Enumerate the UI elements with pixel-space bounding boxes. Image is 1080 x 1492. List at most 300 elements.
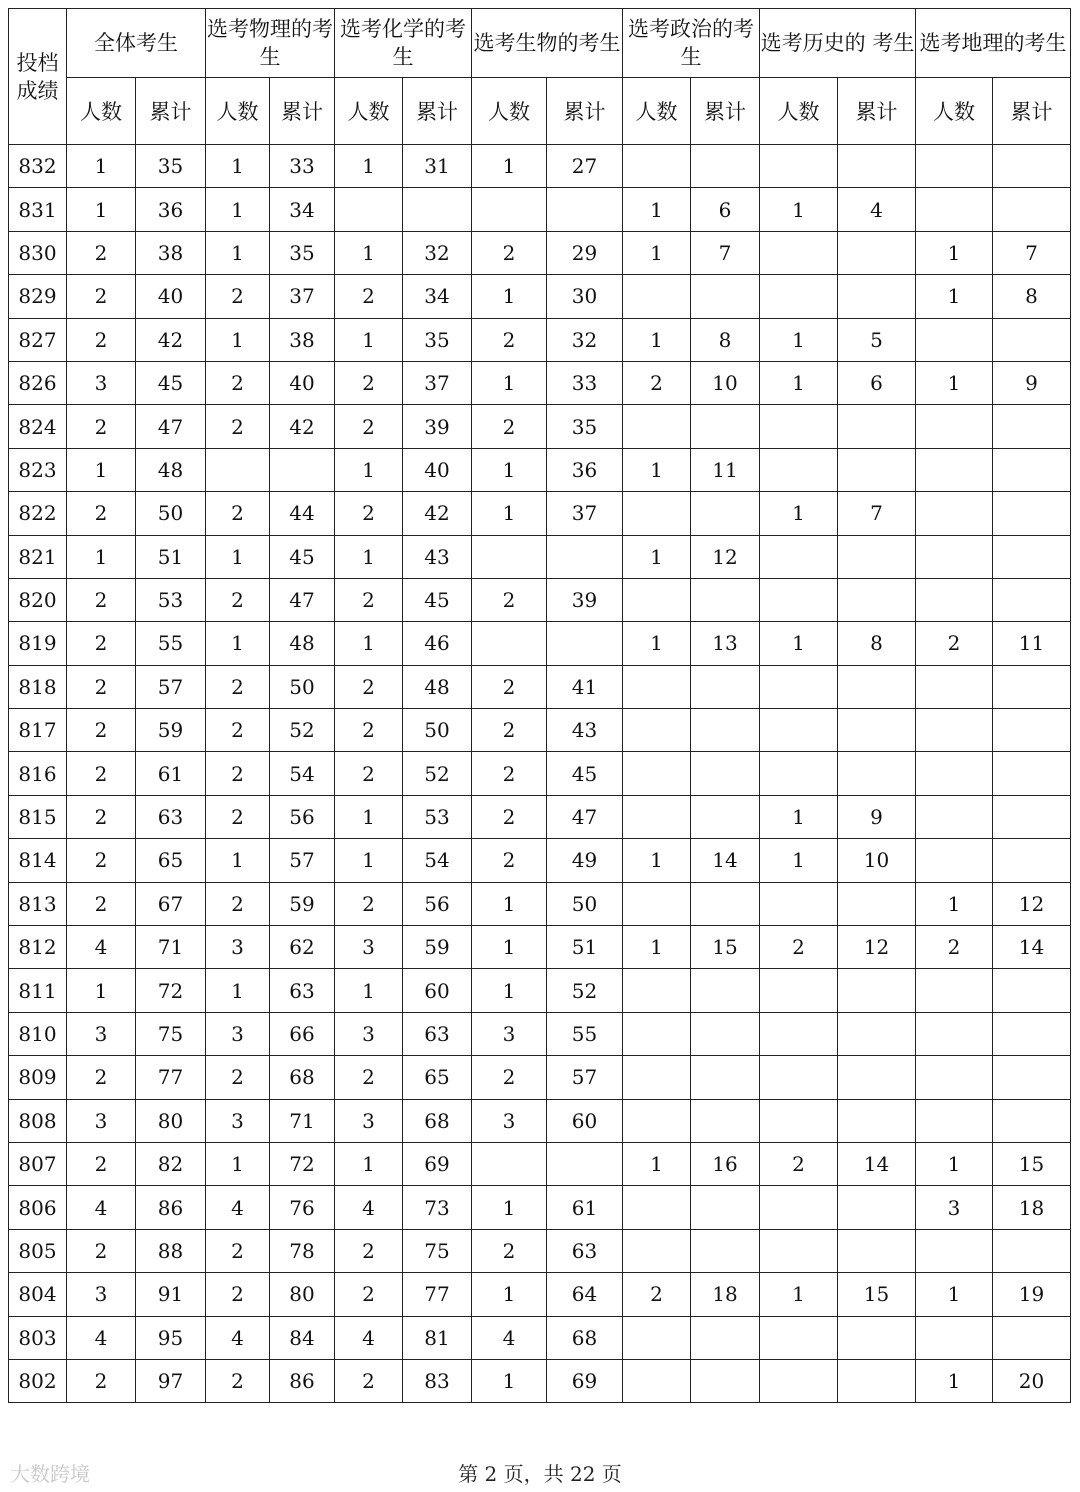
cell-score: 811 xyxy=(9,969,67,1012)
cell-all-cumulative: 67 xyxy=(136,882,206,925)
cell-physics-cumulative: 86 xyxy=(270,1359,335,1402)
cell-politics-count xyxy=(623,578,691,621)
cell-physics-count: 2 xyxy=(206,492,270,535)
cell-biology-count: 4 xyxy=(472,1316,547,1359)
cell-politics-cumulative: 14 xyxy=(691,839,760,882)
cell-politics-count xyxy=(623,1099,691,1142)
table-row xyxy=(9,578,1071,621)
cell-all-count: 2 xyxy=(67,405,136,448)
cell-physics-cumulative: 33 xyxy=(270,145,335,188)
cell-all-count: 2 xyxy=(67,839,136,882)
cell-chemistry-count: 2 xyxy=(335,1273,403,1316)
cell-chemistry-cumulative: 77 xyxy=(403,1273,472,1316)
cell-chemistry-count: 1 xyxy=(335,969,403,1012)
cell-geography-count: 1 xyxy=(916,1273,993,1316)
cell-all-count: 2 xyxy=(67,882,136,925)
cell-physics-cumulative: 35 xyxy=(270,231,335,274)
cell-score: 830 xyxy=(9,231,67,274)
cell-politics-count xyxy=(623,145,691,188)
cell-biology-cumulative xyxy=(547,622,623,665)
cell-chemistry-cumulative: 40 xyxy=(403,448,472,491)
cell-chemistry-count: 3 xyxy=(335,1012,403,1055)
cell-history-count xyxy=(760,1359,838,1402)
cell-biology-cumulative: 51 xyxy=(547,926,623,969)
cell-politics-cumulative xyxy=(691,1229,760,1272)
cell-chemistry-cumulative: 53 xyxy=(403,795,472,838)
cell-all-count: 2 xyxy=(67,709,136,752)
cell-politics-cumulative xyxy=(691,578,760,621)
group-header-all: 全体考生 xyxy=(67,9,206,78)
cell-history-count xyxy=(760,1186,838,1229)
cell-chemistry-count: 2 xyxy=(335,709,403,752)
group-header-politics: 选考政治的考生 xyxy=(623,9,760,78)
cell-score: 823 xyxy=(9,448,67,491)
cell-physics-cumulative: 34 xyxy=(270,188,335,231)
cell-geography-cumulative: 9 xyxy=(993,361,1071,404)
cell-all-cumulative: 71 xyxy=(136,926,206,969)
cell-biology-count xyxy=(472,188,547,231)
cell-biology-count: 1 xyxy=(472,969,547,1012)
cell-chemistry-count: 1 xyxy=(335,318,403,361)
cell-chemistry-count: 1 xyxy=(335,622,403,665)
cell-chemistry-count: 1 xyxy=(335,448,403,491)
cell-politics-count xyxy=(623,492,691,535)
cell-biology-count: 1 xyxy=(472,1273,547,1316)
cell-score: 815 xyxy=(9,795,67,838)
cell-all-count: 3 xyxy=(67,361,136,404)
cell-history-cumulative: 10 xyxy=(838,839,916,882)
cell-score: 816 xyxy=(9,752,67,795)
cell-history-count: 2 xyxy=(760,926,838,969)
cell-politics-count: 1 xyxy=(623,1142,691,1185)
cell-politics-cumulative xyxy=(691,1359,760,1402)
cell-history-cumulative xyxy=(838,665,916,708)
table-row xyxy=(9,882,1071,925)
cell-all-cumulative: 36 xyxy=(136,188,206,231)
cell-all-count: 2 xyxy=(67,622,136,665)
table-row xyxy=(9,1142,1071,1185)
cell-politics-count xyxy=(623,1056,691,1099)
cell-chemistry-cumulative: 32 xyxy=(403,231,472,274)
cell-politics-count: 1 xyxy=(623,231,691,274)
cell-history-count xyxy=(760,405,838,448)
cell-geography-count xyxy=(916,492,993,535)
cell-history-cumulative xyxy=(838,969,916,1012)
cell-chemistry-count: 2 xyxy=(335,275,403,318)
cell-biology-cumulative: 43 xyxy=(547,709,623,752)
cell-history-count: 1 xyxy=(760,188,838,231)
cell-physics-count: 1 xyxy=(206,318,270,361)
cell-physics-cumulative: 76 xyxy=(270,1186,335,1229)
cell-physics-cumulative: 45 xyxy=(270,535,335,578)
cell-history-cumulative xyxy=(838,145,916,188)
cell-geography-count xyxy=(916,839,993,882)
cell-history-count xyxy=(760,1012,838,1055)
table-row xyxy=(9,1186,1071,1229)
cell-all-cumulative: 95 xyxy=(136,1316,206,1359)
sub-header-cumulative: 累计 xyxy=(136,78,206,145)
table-row xyxy=(9,1316,1071,1359)
cell-politics-cumulative: 11 xyxy=(691,448,760,491)
table-row xyxy=(9,275,1071,318)
cell-biology-cumulative: 41 xyxy=(547,665,623,708)
cell-chemistry-cumulative: 39 xyxy=(403,405,472,448)
cell-history-cumulative xyxy=(838,752,916,795)
cell-biology-cumulative: 39 xyxy=(547,578,623,621)
cell-history-cumulative xyxy=(838,709,916,752)
cell-geography-count: 3 xyxy=(916,1186,993,1229)
cell-score: 814 xyxy=(9,839,67,882)
cell-history-count: 1 xyxy=(760,492,838,535)
table-row xyxy=(9,231,1071,274)
cell-politics-count xyxy=(623,665,691,708)
cell-geography-count xyxy=(916,1056,993,1099)
cell-all-cumulative: 61 xyxy=(136,752,206,795)
cell-physics-cumulative: 52 xyxy=(270,709,335,752)
cell-all-cumulative: 51 xyxy=(136,535,206,578)
cell-chemistry-cumulative: 50 xyxy=(403,709,472,752)
cell-physics-count: 3 xyxy=(206,1099,270,1142)
table-row xyxy=(9,1273,1071,1316)
cell-score: 807 xyxy=(9,1142,67,1185)
cell-chemistry-cumulative: 83 xyxy=(403,1359,472,1402)
cell-all-count: 1 xyxy=(67,188,136,231)
table-row xyxy=(9,665,1071,708)
table-row xyxy=(9,492,1071,535)
cell-all-cumulative: 75 xyxy=(136,1012,206,1055)
cell-history-count xyxy=(760,448,838,491)
cell-geography-cumulative: 19 xyxy=(993,1273,1071,1316)
table-row xyxy=(9,839,1071,882)
cell-biology-cumulative xyxy=(547,188,623,231)
cell-history-cumulative: 14 xyxy=(838,1142,916,1185)
cell-chemistry-cumulative: 31 xyxy=(403,145,472,188)
cell-history-cumulative: 5 xyxy=(838,318,916,361)
sub-header-cumulative: 累计 xyxy=(838,78,916,145)
table-row xyxy=(9,1359,1071,1402)
cell-physics-count xyxy=(206,448,270,491)
cell-biology-count: 1 xyxy=(472,145,547,188)
cell-history-cumulative: 12 xyxy=(838,926,916,969)
cell-chemistry-count: 2 xyxy=(335,1229,403,1272)
cell-physics-cumulative: 38 xyxy=(270,318,335,361)
cell-all-cumulative: 91 xyxy=(136,1273,206,1316)
cell-history-count xyxy=(760,1316,838,1359)
cell-politics-cumulative xyxy=(691,1012,760,1055)
cell-score: 806 xyxy=(9,1186,67,1229)
cell-chemistry-cumulative: 43 xyxy=(403,535,472,578)
cell-physics-count: 1 xyxy=(206,969,270,1012)
cell-chemistry-count: 2 xyxy=(335,1359,403,1402)
cell-biology-cumulative xyxy=(547,535,623,578)
cell-biology-cumulative: 52 xyxy=(547,969,623,1012)
cell-biology-cumulative: 27 xyxy=(547,145,623,188)
cell-chemistry-count: 2 xyxy=(335,361,403,404)
cell-score: 803 xyxy=(9,1316,67,1359)
cell-chemistry-cumulative: 54 xyxy=(403,839,472,882)
cell-all-count: 1 xyxy=(67,969,136,1012)
cell-biology-cumulative: 64 xyxy=(547,1273,623,1316)
cell-history-cumulative xyxy=(838,1056,916,1099)
cell-chemistry-cumulative: 65 xyxy=(403,1056,472,1099)
cell-biology-cumulative: 57 xyxy=(547,1056,623,1099)
cell-geography-cumulative xyxy=(993,665,1071,708)
sub-header-count: 人数 xyxy=(472,78,547,145)
cell-geography-count xyxy=(916,1229,993,1272)
cell-score: 805 xyxy=(9,1229,67,1272)
cell-history-cumulative: 6 xyxy=(838,361,916,404)
cell-score: 831 xyxy=(9,188,67,231)
cell-politics-cumulative: 12 xyxy=(691,535,760,578)
cell-chemistry-cumulative: 46 xyxy=(403,622,472,665)
cell-chemistry-cumulative: 73 xyxy=(403,1186,472,1229)
cell-politics-cumulative xyxy=(691,492,760,535)
cell-history-count xyxy=(760,665,838,708)
cell-politics-cumulative xyxy=(691,1056,760,1099)
cell-chemistry-cumulative: 56 xyxy=(403,882,472,925)
cell-score: 824 xyxy=(9,405,67,448)
cell-chemistry-count: 2 xyxy=(335,665,403,708)
cell-all-count: 2 xyxy=(67,1359,136,1402)
table-row xyxy=(9,318,1071,361)
cell-all-count: 1 xyxy=(67,535,136,578)
cell-history-cumulative: 15 xyxy=(838,1273,916,1316)
cell-all-count: 2 xyxy=(67,795,136,838)
table-row xyxy=(9,709,1071,752)
cell-politics-cumulative: 6 xyxy=(691,188,760,231)
cell-score: 819 xyxy=(9,622,67,665)
cell-politics-cumulative: 18 xyxy=(691,1273,760,1316)
cell-biology-cumulative: 49 xyxy=(547,839,623,882)
cell-biology-cumulative: 32 xyxy=(547,318,623,361)
cell-chemistry-count: 1 xyxy=(335,795,403,838)
cell-politics-count: 1 xyxy=(623,926,691,969)
cell-history-count: 1 xyxy=(760,839,838,882)
cell-biology-cumulative xyxy=(547,1142,623,1185)
cell-physics-count: 2 xyxy=(206,1056,270,1099)
cell-all-cumulative: 97 xyxy=(136,1359,206,1402)
cell-chemistry-cumulative: 68 xyxy=(403,1099,472,1142)
cell-chemistry-count: 1 xyxy=(335,839,403,882)
cell-geography-cumulative: 15 xyxy=(993,1142,1071,1185)
cell-physics-count: 2 xyxy=(206,275,270,318)
cell-politics-count xyxy=(623,1359,691,1402)
cell-all-count: 2 xyxy=(67,1142,136,1185)
cell-history-cumulative: 8 xyxy=(838,622,916,665)
header-row-subheaders xyxy=(9,78,1071,145)
cell-politics-count xyxy=(623,275,691,318)
cell-history-count: 1 xyxy=(760,622,838,665)
cell-chemistry-cumulative: 42 xyxy=(403,492,472,535)
cell-geography-cumulative xyxy=(993,448,1071,491)
cell-history-cumulative xyxy=(838,1359,916,1402)
cell-score: 821 xyxy=(9,535,67,578)
group-header-physics: 选考物理的考生 xyxy=(206,9,335,78)
cell-geography-cumulative xyxy=(993,145,1071,188)
cell-politics-count: 2 xyxy=(623,361,691,404)
cell-politics-count: 1 xyxy=(623,188,691,231)
cell-chemistry-count: 2 xyxy=(335,492,403,535)
sub-header-cumulative: 累计 xyxy=(403,78,472,145)
cell-geography-count: 1 xyxy=(916,275,993,318)
cell-biology-cumulative: 30 xyxy=(547,275,623,318)
table-row xyxy=(9,969,1071,1012)
cell-all-count: 3 xyxy=(67,1012,136,1055)
cell-all-cumulative: 53 xyxy=(136,578,206,621)
cell-all-count: 3 xyxy=(67,1099,136,1142)
cell-history-count xyxy=(760,1099,838,1142)
cell-physics-cumulative: 63 xyxy=(270,969,335,1012)
cell-history-count xyxy=(760,578,838,621)
cell-all-count: 2 xyxy=(67,578,136,621)
cell-biology-count: 2 xyxy=(472,665,547,708)
cell-biology-count: 3 xyxy=(472,1012,547,1055)
cell-physics-count: 3 xyxy=(206,926,270,969)
cell-biology-count: 1 xyxy=(472,1186,547,1229)
cell-all-count: 2 xyxy=(67,492,136,535)
cell-physics-cumulative: 50 xyxy=(270,665,335,708)
cell-biology-count: 2 xyxy=(472,231,547,274)
cell-politics-cumulative xyxy=(691,1099,760,1142)
cell-biology-cumulative: 60 xyxy=(547,1099,623,1142)
cell-chemistry-count: 2 xyxy=(335,405,403,448)
cell-all-count: 4 xyxy=(67,1186,136,1229)
cell-physics-cumulative: 40 xyxy=(270,361,335,404)
cell-history-count xyxy=(760,275,838,318)
cell-all-cumulative: 45 xyxy=(136,361,206,404)
sub-header-count: 人数 xyxy=(760,78,838,145)
cell-physics-cumulative: 66 xyxy=(270,1012,335,1055)
cell-politics-cumulative xyxy=(691,405,760,448)
cell-geography-count xyxy=(916,448,993,491)
cell-score: 808 xyxy=(9,1099,67,1142)
sub-header-count: 人数 xyxy=(67,78,136,145)
cell-physics-count: 2 xyxy=(206,1229,270,1272)
cell-biology-cumulative: 29 xyxy=(547,231,623,274)
cell-history-cumulative xyxy=(838,231,916,274)
cell-geography-cumulative xyxy=(993,839,1071,882)
cell-physics-count: 2 xyxy=(206,1359,270,1402)
cell-geography-cumulative: 8 xyxy=(993,275,1071,318)
cell-geography-cumulative xyxy=(993,709,1071,752)
group-header-geography: 选考地理的考生 xyxy=(916,9,1071,78)
cell-physics-count: 1 xyxy=(206,145,270,188)
sub-header-cumulative: 累计 xyxy=(270,78,335,145)
cell-chemistry-cumulative: 52 xyxy=(403,752,472,795)
cell-geography-count xyxy=(916,578,993,621)
cell-biology-count: 2 xyxy=(472,405,547,448)
cell-geography-cumulative xyxy=(993,188,1071,231)
cell-chemistry-count: 4 xyxy=(335,1186,403,1229)
cell-geography-cumulative: 7 xyxy=(993,231,1071,274)
table-body xyxy=(9,145,1071,1403)
cell-physics-count: 2 xyxy=(206,882,270,925)
cell-physics-cumulative: 84 xyxy=(270,1316,335,1359)
cell-geography-count xyxy=(916,1012,993,1055)
cell-chemistry-cumulative: 45 xyxy=(403,578,472,621)
cell-geography-count: 2 xyxy=(916,926,993,969)
cell-geography-count xyxy=(916,318,993,361)
cell-physics-cumulative: 54 xyxy=(270,752,335,795)
cell-geography-cumulative xyxy=(993,1316,1071,1359)
cell-physics-cumulative: 59 xyxy=(270,882,335,925)
cell-physics-cumulative: 44 xyxy=(270,492,335,535)
sub-header-count: 人数 xyxy=(206,78,270,145)
cell-all-cumulative: 77 xyxy=(136,1056,206,1099)
cell-geography-count xyxy=(916,145,993,188)
cell-geography-count xyxy=(916,665,993,708)
cell-chemistry-count xyxy=(335,188,403,231)
cell-chemistry-count: 1 xyxy=(335,535,403,578)
cell-geography-count: 2 xyxy=(916,622,993,665)
cell-history-cumulative: 9 xyxy=(838,795,916,838)
cell-chemistry-cumulative: 75 xyxy=(403,1229,472,1272)
cell-politics-cumulative xyxy=(691,882,760,925)
cell-geography-cumulative xyxy=(993,318,1071,361)
cell-chemistry-cumulative: 69 xyxy=(403,1142,472,1185)
cell-all-cumulative: 59 xyxy=(136,709,206,752)
cell-politics-cumulative xyxy=(691,145,760,188)
cell-score: 809 xyxy=(9,1056,67,1099)
cell-history-count: 1 xyxy=(760,361,838,404)
cell-biology-count xyxy=(472,535,547,578)
cell-biology-count: 1 xyxy=(472,492,547,535)
cell-biology-count xyxy=(472,622,547,665)
cell-politics-count: 1 xyxy=(623,448,691,491)
cell-physics-count: 2 xyxy=(206,578,270,621)
cell-biology-count: 2 xyxy=(472,578,547,621)
sub-header-count: 人数 xyxy=(916,78,993,145)
cell-history-count xyxy=(760,145,838,188)
cell-biology-cumulative: 47 xyxy=(547,795,623,838)
cell-all-cumulative: 86 xyxy=(136,1186,206,1229)
cell-history-count xyxy=(760,231,838,274)
cell-history-cumulative xyxy=(838,882,916,925)
cell-geography-cumulative: 20 xyxy=(993,1359,1071,1402)
cell-physics-count: 1 xyxy=(206,535,270,578)
cell-all-cumulative: 48 xyxy=(136,448,206,491)
cell-history-cumulative xyxy=(838,448,916,491)
cell-politics-count xyxy=(623,1186,691,1229)
cell-score: 822 xyxy=(9,492,67,535)
cell-history-count xyxy=(760,1229,838,1272)
cell-biology-cumulative: 69 xyxy=(547,1359,623,1402)
cell-politics-cumulative xyxy=(691,1316,760,1359)
cell-geography-cumulative: 12 xyxy=(993,882,1071,925)
cell-chemistry-count: 2 xyxy=(335,752,403,795)
cell-chemistry-count: 3 xyxy=(335,926,403,969)
cell-geography-count: 1 xyxy=(916,231,993,274)
cell-physics-cumulative: 80 xyxy=(270,1273,335,1316)
cell-biology-count: 2 xyxy=(472,752,547,795)
cell-biology-cumulative: 63 xyxy=(547,1229,623,1272)
cell-physics-cumulative: 57 xyxy=(270,839,335,882)
cell-geography-count xyxy=(916,795,993,838)
cell-score: 818 xyxy=(9,665,67,708)
cell-all-cumulative: 63 xyxy=(136,795,206,838)
cell-history-count: 2 xyxy=(760,1142,838,1185)
cell-biology-cumulative: 37 xyxy=(547,492,623,535)
cell-all-count: 2 xyxy=(67,275,136,318)
cell-geography-count xyxy=(916,1099,993,1142)
cell-score: 802 xyxy=(9,1359,67,1402)
cell-politics-cumulative xyxy=(691,969,760,1012)
cell-politics-count: 1 xyxy=(623,535,691,578)
cell-physics-count: 4 xyxy=(206,1186,270,1229)
cell-politics-count xyxy=(623,1316,691,1359)
cell-score: 832 xyxy=(9,145,67,188)
cell-politics-count: 1 xyxy=(623,622,691,665)
